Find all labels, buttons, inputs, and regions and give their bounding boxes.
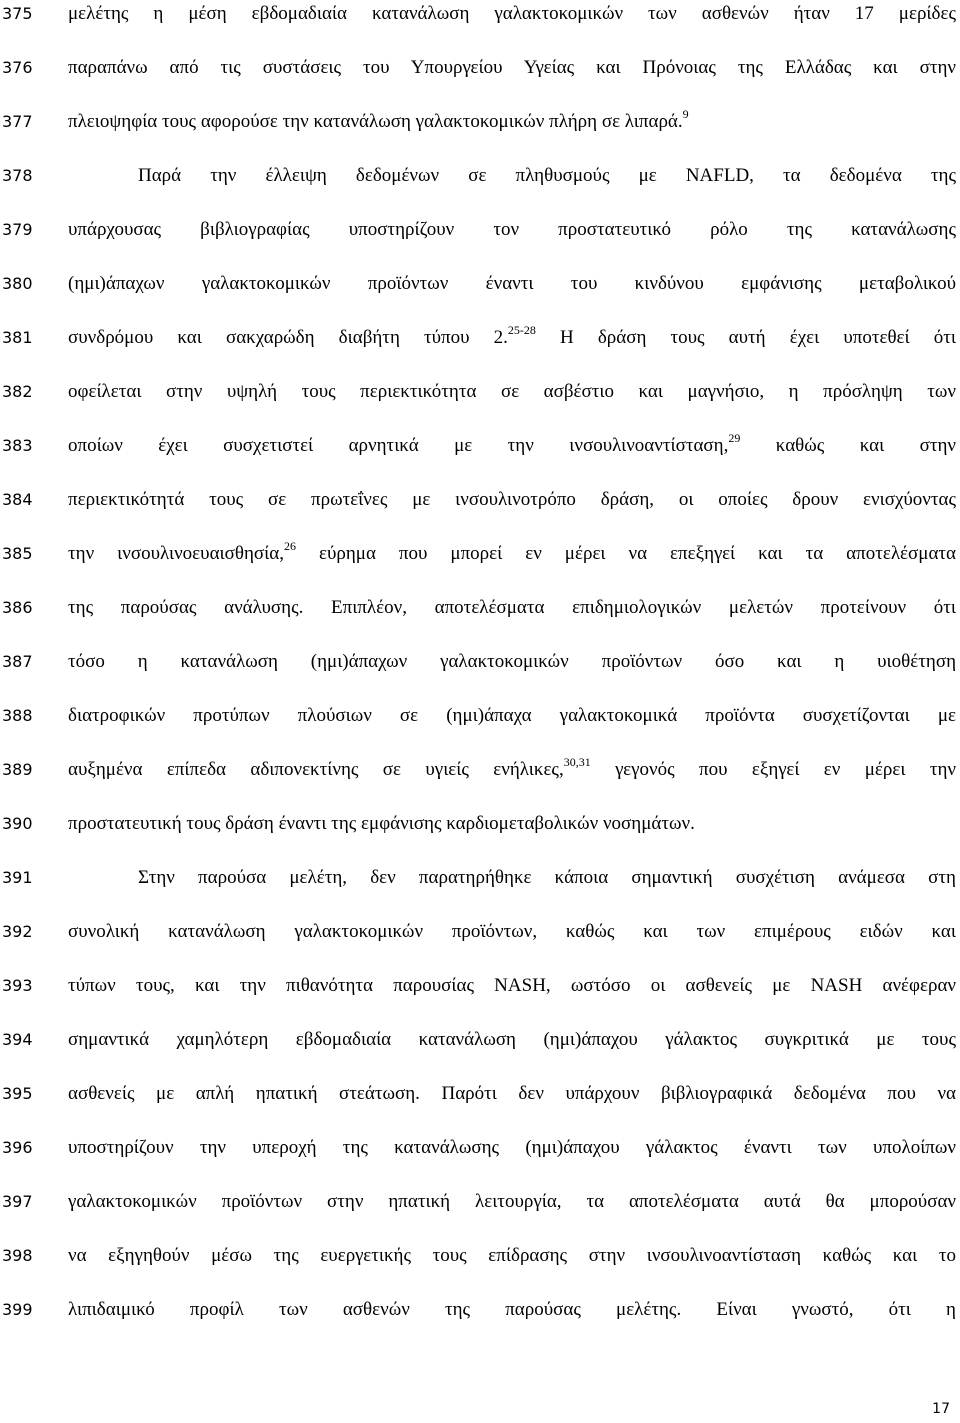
line-text: πλειοψηφία τους αφορούσε την κατανάλωση γαλακτοκομικών πλήρη σε λιπαρά.$^9$ <box>68 107 689 132</box>
citation-superscript: 9 <box>682 107 689 121</box>
text-line <box>0 426 960 466</box>
page-number: 17 <box>932 1401 950 1417</box>
text-line <box>0 1182 960 1222</box>
text-line <box>0 1074 960 1114</box>
line-text: (ημι)άπαχων γαλακτοκομικών προϊόντων έναντι του κινδύνου εμφάνισης μεταβολικού <box>68 273 956 294</box>
text-line <box>0 804 960 844</box>
text-line <box>0 102 960 142</box>
line-number: 390 <box>2 814 33 833</box>
line-number: 380 <box>2 274 33 293</box>
line-number: 381 <box>2 328 33 347</box>
line-text: ασθενείς με απλή ηπατική στεάτωση. Παρότι δεν υπάρχουν βιβλιογραφικά δεδομένα που να <box>68 1083 956 1104</box>
text-line <box>0 372 960 412</box>
line-number: 384 <box>2 490 33 509</box>
line-text: συνδρόμου και σακχαρώδη διαβήτη τύπου 2.$^{25-28}$ Η δράση τους αυτή έχει υποτεθεί ότι <box>68 323 956 348</box>
line-text: τόσο η κατανάλωση (ημι)άπαχων γαλακτοκομικών προϊόντων όσο και η υιοθέτηση <box>68 651 956 672</box>
line-number: 389 <box>2 760 33 779</box>
line-text: την ινσουλινοευαισθησία,$^{26}$ εύρημα που μπορεί εν μέρει να επεξηγεί και τα αποτελέσματα <box>68 539 956 564</box>
line-text: Στην παρούσα μελέτη, δεν παρατηρήθηκε κάποια σημαντική συσχέτιση ανάμεσα στη <box>138 867 956 888</box>
line-text: περιεκτικότητά τους σε πρωτεΐνες με ινσουλινοτρόπο δράση, οι οποίες δρουν ενισχύοντας <box>68 489 956 510</box>
text-line <box>0 48 960 88</box>
text-line <box>0 480 960 520</box>
line-number: 397 <box>2 1192 33 1211</box>
line-text: Παρά την έλλειψη δεδομένων σε πληθυσμούς με NAFLD, τα δεδομένα της <box>138 165 956 186</box>
line-number: 394 <box>2 1030 33 1049</box>
line-number: 399 <box>2 1300 33 1319</box>
text-line <box>0 642 960 682</box>
line-number: 382 <box>2 382 33 401</box>
line-number: 379 <box>2 220 33 239</box>
line-text: διατροφικών προτύπων πλούσιων σε (ημι)άπαχα γαλακτοκομικά προϊόντα συσχετίζονται με <box>68 705 956 726</box>
line-number: 378 <box>2 166 33 185</box>
line-text: συνολική κατανάλωση γαλακτοκομικών προϊόντων, καθώς και των επιμέρους ειδών και <box>68 921 956 942</box>
citation-superscript: 29 <box>728 431 741 445</box>
line-text: οφείλεται στην υψηλή τους περιεκτικότητα σε ασβέστιο και μαγνήσιο, η πρόσληψη των <box>68 381 956 402</box>
line-text: μελέτης η μέση εβδομαδιαία κατανάλωση γαλακτοκομικών των ασθενών ήταν 17 μερίδες <box>68 3 956 24</box>
line-text: σημαντικά χαμηλότερη εβδομαδιαία κατανάλωση (ημι)άπαχου γάλακτος συγκριτικά με τους <box>68 1029 956 1050</box>
line-number: 392 <box>2 922 33 941</box>
line-text: λιπιδαιμικό προφίλ των ασθενών της παρούσας μελέτης. Είναι γνωστό, ότι η <box>68 1299 956 1320</box>
line-text: προστατευτική τους δράση έναντι της εμφάνισης καρδιομεταβολικών νοσημάτων. <box>68 813 695 834</box>
citation-superscript: 30,31 <box>563 755 591 769</box>
line-text: γαλακτοκομικών προϊόντων στην ηπατική λειτουργία, τα αποτελέσματα αυτά θα μπορούσαν <box>68 1191 956 1212</box>
line-number: 398 <box>2 1246 33 1265</box>
text-line <box>0 210 960 250</box>
text-line <box>0 858 960 898</box>
text-line <box>0 264 960 304</box>
text-line <box>0 696 960 736</box>
line-text: οποίων έχει συσχετιστεί αρνητικά με την ινσουλινοαντίσταση,$^{29}$ καθώς και στην <box>68 431 956 456</box>
text-line <box>0 534 960 574</box>
citation-superscript: 26 <box>283 539 296 553</box>
line-number: 377 <box>2 112 33 131</box>
line-number: 396 <box>2 1138 33 1157</box>
line-text: παραπάνω από τις συστάσεις του Υπουργείου Υγείας και Πρόνοιας της Ελλάδας και στην <box>68 57 956 78</box>
line-number: 376 <box>2 58 33 77</box>
line-number: 395 <box>2 1084 33 1103</box>
text-line <box>0 0 960 34</box>
text-line <box>0 318 960 358</box>
line-text: υπάρχουσας βιβλιογραφίας υποστηρίζουν τον προστατευτικό ρόλο της κατανάλωσης <box>68 219 956 240</box>
text-line <box>0 1290 960 1330</box>
line-number: 383 <box>2 436 33 455</box>
text-line <box>0 156 960 196</box>
line-number: 375 <box>2 4 33 23</box>
text-line <box>0 912 960 952</box>
line-text: αυξημένα επίπεδα αδιπονεκτίνης σε υγιείς ενήλικες,$^{30,31}$ γεγονός που εξηγεί εν μέρει την <box>68 755 956 780</box>
line-number: 393 <box>2 976 33 995</box>
line-number: 387 <box>2 652 33 671</box>
line-text: να εξηγηθούν μέσω της ευεργετικής τους επίδρασης στην ινσουλινοαντίσταση καθώς και το <box>68 1245 956 1266</box>
text-line <box>0 1236 960 1276</box>
text-line <box>0 588 960 628</box>
text-line <box>0 750 960 790</box>
text-line <box>0 1128 960 1168</box>
line-text: τύπων τους, και την πιθανότητα παρουσίας NASH, ωστόσο οι ασθενείς με NASH ανέφεραν <box>68 975 956 996</box>
line-text: της παρούσας ανάλυσης. Επιπλέον, αποτελέσματα επιδημιολογικών μελετών προτείνουν ότι <box>68 597 956 618</box>
line-number: 388 <box>2 706 33 725</box>
line-number: 386 <box>2 598 33 617</box>
line-number: 385 <box>2 544 33 563</box>
citation-superscript: 25-28 <box>507 323 536 337</box>
line-number: 391 <box>2 868 33 887</box>
line-text: υποστηρίζουν την υπεροχή της κατανάλωσης (ημι)άπαχου γάλακτος έναντι των υπολοίπων <box>68 1137 956 1158</box>
text-line <box>0 1020 960 1060</box>
text-line <box>0 966 960 1006</box>
